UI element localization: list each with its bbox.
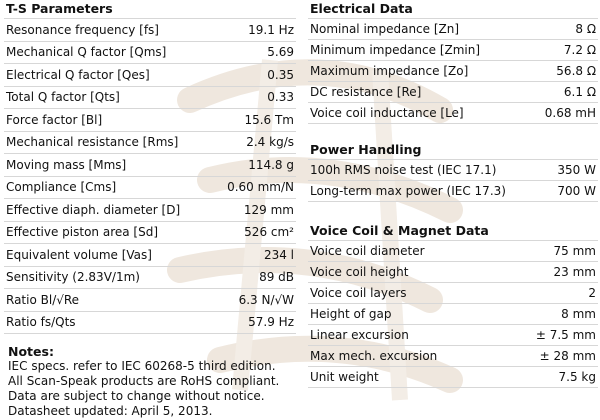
power-handling-rows xyxy=(308,160,598,202)
voice-coil-title: Voice Coil & Magnet Data xyxy=(308,222,598,241)
param-label: Effective diaph. diameter [D] xyxy=(6,202,181,217)
param-label: Height of gap xyxy=(310,307,392,321)
notes-line: IEC specs. refer to IEC 60268-5 third edition. xyxy=(8,359,276,373)
param-value: 15.6 Tm xyxy=(244,112,294,127)
table-row xyxy=(308,181,598,202)
param-label: Moving mass [Mms] xyxy=(6,157,127,172)
table-row xyxy=(308,19,598,40)
right-column xyxy=(308,0,598,388)
table-row xyxy=(308,160,598,181)
param-label: Maximum impedance [Zo] xyxy=(310,64,469,78)
param-value: 0.33 xyxy=(267,90,294,105)
param-value: 75 mm xyxy=(553,244,596,258)
param-label: Voice coil layers xyxy=(310,286,407,300)
param-value: 56.8 Ω xyxy=(556,64,596,78)
param-value: 89 dB xyxy=(259,270,294,285)
section-spacer xyxy=(308,202,598,222)
table-row xyxy=(4,289,296,312)
param-label: Resonance frequency [fs] xyxy=(6,22,159,37)
param-value: ± 7.5 mm xyxy=(535,328,596,342)
notes-line: Datasheet updated: April 5, 2013. xyxy=(8,404,213,418)
param-label: Force factor [Bl] xyxy=(6,112,103,127)
param-value: 2 xyxy=(588,286,596,300)
param-label: Ratio Bl/√Re xyxy=(6,292,80,307)
param-value: 700 W xyxy=(557,184,596,198)
param-label: Sensitivity (2.83V/1m) xyxy=(6,270,140,285)
table-row xyxy=(308,82,598,103)
param-value: 5.69 xyxy=(267,45,294,60)
param-value: 19.1 Hz xyxy=(248,22,294,37)
notes-line: All Scan-Speak products are RoHS compliant. xyxy=(8,374,280,388)
notes xyxy=(8,344,279,419)
param-value: 7.5 kg xyxy=(558,370,596,384)
param-label: 100h RMS noise test (IEC 17.1) xyxy=(310,163,497,177)
table-row xyxy=(4,199,296,222)
param-label: Linear excursion xyxy=(310,328,409,342)
table-row xyxy=(4,312,296,335)
table-row xyxy=(308,61,598,82)
table-row xyxy=(4,222,296,245)
param-value: 129 mm xyxy=(243,202,294,217)
notes-line: Data are subject to change without notice. xyxy=(8,389,265,403)
table-row xyxy=(308,325,598,346)
param-value: 7.2 Ω xyxy=(563,43,596,57)
table-row xyxy=(4,177,296,200)
table-row xyxy=(308,346,598,367)
param-label: Ratio fs/Qts xyxy=(6,315,76,330)
param-label: Equivalent volume [Vas] xyxy=(6,247,152,262)
table-row xyxy=(308,103,598,124)
table-row xyxy=(4,244,296,267)
table-row xyxy=(4,87,296,110)
param-value: 57.9 Hz xyxy=(248,315,294,330)
notes-title: Notes: xyxy=(8,344,54,359)
table-row xyxy=(308,262,598,283)
power-handling-title: Power Handling xyxy=(308,141,598,160)
table-row xyxy=(4,19,296,42)
table-row xyxy=(308,367,598,388)
param-label: Total Q factor [Qts] xyxy=(6,90,120,105)
param-value: 23 mm xyxy=(553,265,596,279)
param-value: 6.1 Ω xyxy=(563,85,596,99)
param-label: DC resistance [Re] xyxy=(310,85,422,99)
ts-parameters-title: T-S Parameters xyxy=(4,0,296,19)
electrical-data-title: Electrical Data xyxy=(308,0,598,19)
param-value: 0.60 mm/N xyxy=(227,180,294,195)
param-label: Voice coil inductance [Le] xyxy=(310,106,464,120)
table-row xyxy=(4,109,296,132)
param-value: 114.8 g xyxy=(248,157,294,172)
param-label: Mechanical resistance [Rms] xyxy=(6,135,179,150)
param-value: 2.4 kg/s xyxy=(246,135,294,150)
param-label: Max mech. excursion xyxy=(310,349,438,363)
param-label: Long-term max power (IEC 17.3) xyxy=(310,184,506,198)
param-label: Effective piston area [Sd] xyxy=(6,225,159,240)
param-value: 234 l xyxy=(263,247,294,262)
table-row xyxy=(308,283,598,304)
table-row xyxy=(4,42,296,65)
param-value: ± 28 mm xyxy=(539,349,596,363)
table-row xyxy=(4,64,296,87)
param-value: 0.68 mH xyxy=(544,106,596,120)
param-label: Voice coil height xyxy=(310,265,409,279)
param-value: 6.3 N/√W xyxy=(238,292,294,307)
param-label: Minimum impedance [Zmin] xyxy=(310,43,481,57)
param-value: 350 W xyxy=(557,163,596,177)
table-row xyxy=(4,267,296,290)
table-row xyxy=(308,241,598,262)
param-value: 526 cm² xyxy=(244,225,294,240)
param-label: Electrical Q factor [Qes] xyxy=(6,67,150,82)
electrical-data-rows xyxy=(308,19,598,124)
table-row xyxy=(4,154,296,177)
param-value: 8 mm xyxy=(561,307,596,321)
table-row xyxy=(308,40,598,61)
param-label: Voice coil diameter xyxy=(310,244,425,258)
param-label: Unit weight xyxy=(310,370,379,384)
param-value: 0.35 xyxy=(267,67,294,82)
param-label: Nominal impedance [Zn] xyxy=(310,22,460,36)
ts-parameters-table xyxy=(4,0,296,334)
param-value: 8 Ω xyxy=(575,22,596,36)
section-spacer xyxy=(308,124,598,141)
param-label: Mechanical Q factor [Qms] xyxy=(6,45,167,60)
ts-parameters-rows xyxy=(4,19,296,334)
param-label: Compliance [Cms] xyxy=(6,180,117,195)
table-row xyxy=(308,304,598,325)
table-row xyxy=(4,132,296,155)
voice-coil-rows xyxy=(308,241,598,388)
